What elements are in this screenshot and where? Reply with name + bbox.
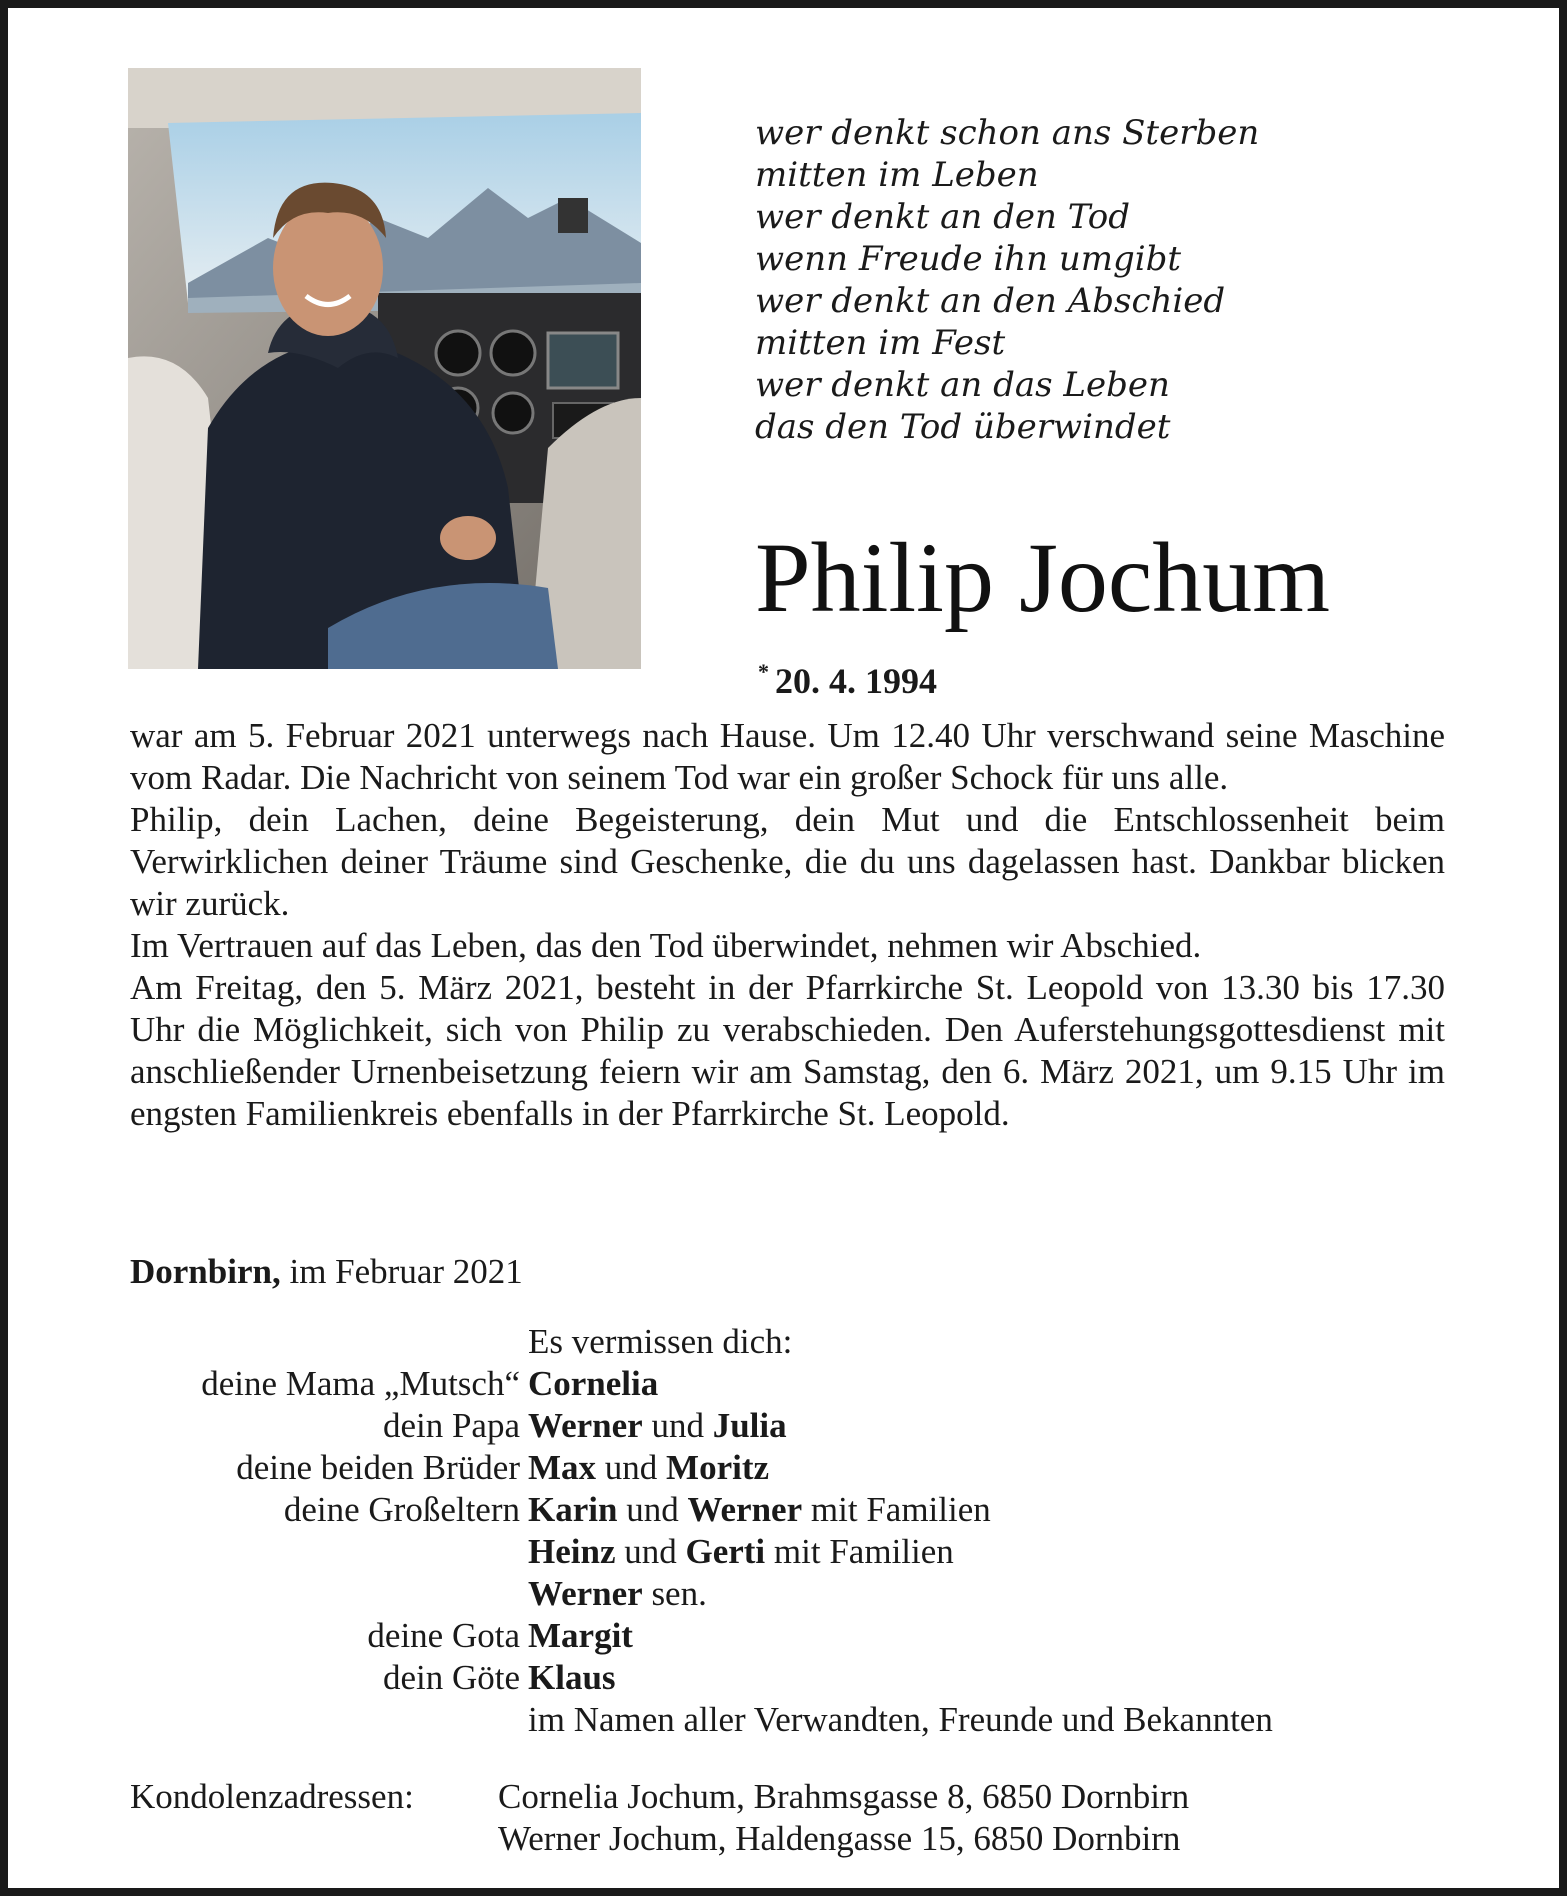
birth-date-value: 20. 4. 1994 bbox=[775, 661, 937, 701]
condolence-row bbox=[130, 1776, 1189, 1818]
mourners-list bbox=[130, 1321, 1450, 1741]
mourner-name: Werner bbox=[687, 1490, 803, 1529]
mourner-relation: deine Großeltern bbox=[283, 1490, 520, 1529]
mourners-intro: Es vermissen dich: bbox=[528, 1322, 793, 1361]
mourner-name: Werner bbox=[528, 1574, 643, 1613]
mourner-name: Werner bbox=[528, 1406, 643, 1445]
mourner-names bbox=[528, 1699, 1450, 1741]
mourner-relation bbox=[130, 1573, 528, 1615]
poem-line: wenn Freude ihn umgibt bbox=[755, 239, 1182, 279]
mourner-name: Moritz bbox=[666, 1448, 770, 1487]
mourner-connector: und bbox=[615, 1532, 686, 1571]
poem-line: wer denkt schon ans Sterben bbox=[755, 113, 1260, 153]
mourner-name: Julia bbox=[712, 1406, 787, 1445]
mourner-relation bbox=[130, 1699, 528, 1741]
mourner-row bbox=[130, 1615, 1450, 1657]
poem-line: mitten im Leben bbox=[755, 155, 1039, 195]
poem-line: wer denkt an das Leben bbox=[755, 365, 1170, 405]
mourners-intro-row bbox=[130, 1321, 1450, 1363]
mourner-row bbox=[130, 1405, 1450, 1447]
mourner-name: Margit bbox=[528, 1616, 633, 1655]
mourner-name: Heinz bbox=[528, 1532, 616, 1571]
place-city: Dornbirn, bbox=[130, 1252, 281, 1291]
mourner-rows bbox=[130, 1363, 1450, 1741]
portrait-photo bbox=[128, 68, 641, 669]
paragraph: Philip, dein Lachen, deine Begeisterung, dein Mut und die Entschlossenheit beim Verwirklichen deiner Träume sind Geschenke, die du uns dagelassen hast. Dankbar blicken wir zurück. bbox=[130, 800, 1445, 923]
place-date-line bbox=[130, 1251, 523, 1293]
poem-line: das den Tod überwindet bbox=[755, 407, 1171, 447]
condolence-label: Kondolenzadressen: bbox=[130, 1777, 414, 1816]
condolence-address: Werner Jochum, Haldengasse 15, 6850 Dornbirn bbox=[498, 1819, 1181, 1858]
mourner-names bbox=[528, 1363, 1450, 1405]
poem-line: mitten im Fest bbox=[755, 323, 1006, 363]
mourner-name: Karin bbox=[528, 1490, 618, 1529]
paragraph: Im Vertrauen auf das Leben, das den Tod überwindet, nehmen wir Abschied. bbox=[130, 926, 1202, 965]
mourner-row bbox=[130, 1573, 1450, 1615]
poem bbox=[755, 112, 1259, 448]
mourner-connector: und bbox=[617, 1490, 688, 1529]
mourner-name: Max bbox=[528, 1448, 597, 1487]
mourner-row bbox=[130, 1363, 1450, 1405]
mourner-relation: deine Gota bbox=[367, 1616, 520, 1655]
mourner-relation: dein Papa bbox=[382, 1406, 520, 1445]
mourner-row bbox=[130, 1699, 1450, 1741]
mourner-names bbox=[528, 1615, 1450, 1657]
mourner-names bbox=[528, 1405, 1450, 1447]
mourner-name: Klaus bbox=[528, 1658, 616, 1697]
mourner-row bbox=[130, 1447, 1450, 1489]
poem-line: wer denkt an den Abschied bbox=[755, 281, 1226, 321]
mourner-connector: mit Familien bbox=[802, 1490, 991, 1529]
mourner-relation: deine Mama „Mutsch“ bbox=[201, 1364, 520, 1403]
mourner-connector: mit Familien bbox=[765, 1532, 954, 1571]
mourner-connector: und bbox=[596, 1448, 667, 1487]
paragraph: Am Freitag, den 5. März 2021, besteht in der Pfarrkirche St. Leopold von 13.30 bis 17.30 Uhr die Möglichkeit, sich von Philip zu verabschieden. Den Auferstehungsgottesdienst mit anschließender Urnenbeisetzung feiern wir am Samstag, den 6. März 2021, um 9.15 Uhr im engsten Familienkreis ebenfalls in der Pfarrkirche St. Leopold. bbox=[130, 968, 1445, 1133]
mourner-name: Cornelia bbox=[528, 1364, 659, 1403]
mourner-row bbox=[130, 1489, 1450, 1531]
birth-star-icon: * bbox=[758, 659, 769, 684]
mourner-names bbox=[528, 1447, 1450, 1489]
mourner-row bbox=[130, 1657, 1450, 1699]
mourner-connector: und bbox=[642, 1406, 713, 1445]
poem-line: wer denkt an den Tod bbox=[755, 197, 1130, 237]
birth-date bbox=[758, 650, 937, 703]
mourner-relation: dein Göte bbox=[382, 1658, 520, 1697]
condolence-address: Cornelia Jochum, Brahmsgasse 8, 6850 Dornbirn bbox=[498, 1777, 1190, 1816]
mourner-names bbox=[528, 1489, 1450, 1531]
mourner-names bbox=[528, 1657, 1450, 1699]
condolence-addresses bbox=[130, 1776, 1189, 1860]
paragraph: war am 5. Februar 2021 unterwegs nach Hause. Um 12.40 Uhr verschwand seine Maschine vom Radar. Die Nachricht von seinem Tod war ein großer Schock für uns alle. bbox=[130, 716, 1445, 797]
condolence-row bbox=[130, 1818, 1189, 1860]
mourner-names bbox=[528, 1531, 1450, 1573]
mourner-relation bbox=[130, 1531, 528, 1573]
portrait-photo-illustration bbox=[128, 68, 641, 669]
mourner-row bbox=[130, 1531, 1450, 1573]
mourner-names bbox=[528, 1573, 1450, 1615]
place-date: im Februar 2021 bbox=[289, 1252, 523, 1291]
mourner-relation: deine beiden Brüder bbox=[236, 1448, 520, 1487]
deceased-name: Philip Jochum bbox=[755, 522, 1331, 633]
mourner-name: Gerti bbox=[685, 1532, 766, 1571]
mourner-connector: im Namen aller Verwandten, Freunde und Bekannten bbox=[528, 1700, 1273, 1739]
mourner-connector: sen. bbox=[642, 1574, 707, 1613]
obituary-text bbox=[130, 715, 1445, 1135]
